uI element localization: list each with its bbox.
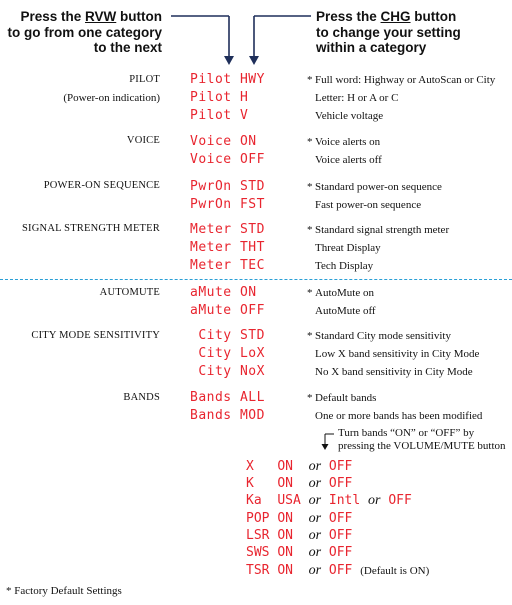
display-readout: aMute ON [190, 285, 257, 300]
setting-description: * Standard power-on sequence [307, 181, 442, 193]
display-readout: Pilot HWY [190, 72, 265, 87]
setting-description: No X band sensitivity in City Mode [315, 366, 473, 378]
band-note-line1: Turn bands “ON” or “OFF” by [338, 427, 475, 439]
setting-description: * Default bands [307, 392, 377, 404]
display-readout: Meter TEC [190, 258, 265, 273]
category-bands: BANDS [123, 392, 160, 403]
section-divider [0, 279, 512, 280]
category-power-on-sequence: POWER-ON SEQUENCE [43, 180, 160, 191]
setting-description: Fast power-on sequence [315, 199, 422, 211]
chg-key-label: CHG [380, 9, 411, 24]
display-readout: Meter THT [190, 240, 265, 255]
category-pilot-subtitle: (Power-on indication) [63, 92, 160, 104]
chg-line3: within a category [316, 40, 427, 55]
header-arrows [0, 0, 512, 70]
category-pilot: PILOT [129, 74, 160, 85]
setting-description: Tech Display [315, 260, 374, 272]
band-row-sws: SWS ON or OFF [246, 545, 353, 560]
display-readout: City NoX [190, 364, 265, 379]
rvw-line1-post: button [116, 9, 162, 24]
factory-default-footnote: * Factory Default Settings [6, 585, 122, 597]
setting-description: AutoMute off [315, 305, 376, 317]
setting-description: Low X band sensitivity in City Mode [315, 348, 480, 360]
display-readout: aMute OFF [190, 303, 265, 318]
chg-line1-post: button [410, 9, 457, 24]
display-readout: Pilot V [190, 108, 249, 123]
band-row-tsr: TSR ON or OFF (Default is ON) [246, 563, 430, 578]
rvw-arrow-icon [171, 16, 234, 65]
display-readout: Bands MOD [190, 408, 265, 423]
rvw-line2: to go from one category [7, 24, 162, 40]
chg-line1-pre: Press the [316, 9, 381, 24]
setting-description: Vehicle voltage [315, 110, 384, 122]
display-readout: Voice OFF [190, 152, 265, 167]
band-row-pop: POP ON or OFF [246, 511, 353, 526]
rvw-line1-pre: Press the [20, 9, 85, 24]
display-readout: Pilot H [190, 90, 249, 105]
display-readout: Bands ALL [190, 390, 265, 405]
setting-description: * Voice alerts on [307, 136, 381, 148]
category-signal-strength-meter: SIGNAL STRENGTH METER [22, 223, 160, 234]
setting-description: Letter: H or A or C [315, 92, 399, 104]
band-row-k: K ON or OFF [246, 476, 353, 491]
band-row-x: X ON or OFF [246, 459, 353, 474]
display-readout: Voice ON [190, 134, 257, 149]
category-automute: AUTOMUTE [99, 287, 160, 298]
setting-description: * Standard signal strength meter [307, 224, 450, 236]
rvw-key-label: RVW [85, 9, 117, 24]
category-city-mode-sensitivity: CITY MODE SENSITIVITY [31, 330, 160, 341]
chg-arrow-icon [249, 16, 311, 65]
setting-description: Voice alerts off [315, 154, 382, 166]
band-note-arrow-icon [318, 427, 338, 457]
band-toggle-note [338, 427, 506, 453]
band-row-ka: Ka USA or Intl or OFF [246, 493, 412, 508]
display-readout: PwrOn STD [190, 179, 265, 194]
display-readout: City LoX [190, 346, 265, 361]
setting-description: Threat Display [315, 242, 381, 254]
display-readout: PwrOn FST [190, 197, 265, 212]
setting-description: * Standard City mode sensitivity [307, 330, 451, 342]
band-note-line2: pressing the VOLUME/MUTE button [338, 440, 506, 452]
chg-line2: to change your setting [316, 24, 461, 40]
display-readout: City STD [190, 328, 265, 343]
setting-description: One or more bands has been modified [315, 410, 483, 422]
category-voice: VOICE [126, 135, 160, 146]
rvw-line3: to the next [93, 40, 162, 55]
band-row-lsr: LSR ON or OFF [246, 528, 353, 543]
display-readout: Meter STD [190, 222, 265, 237]
setting-description: * AutoMute on [307, 287, 374, 299]
setting-description: * Full word: Highway or AutoScan or City [307, 74, 496, 86]
